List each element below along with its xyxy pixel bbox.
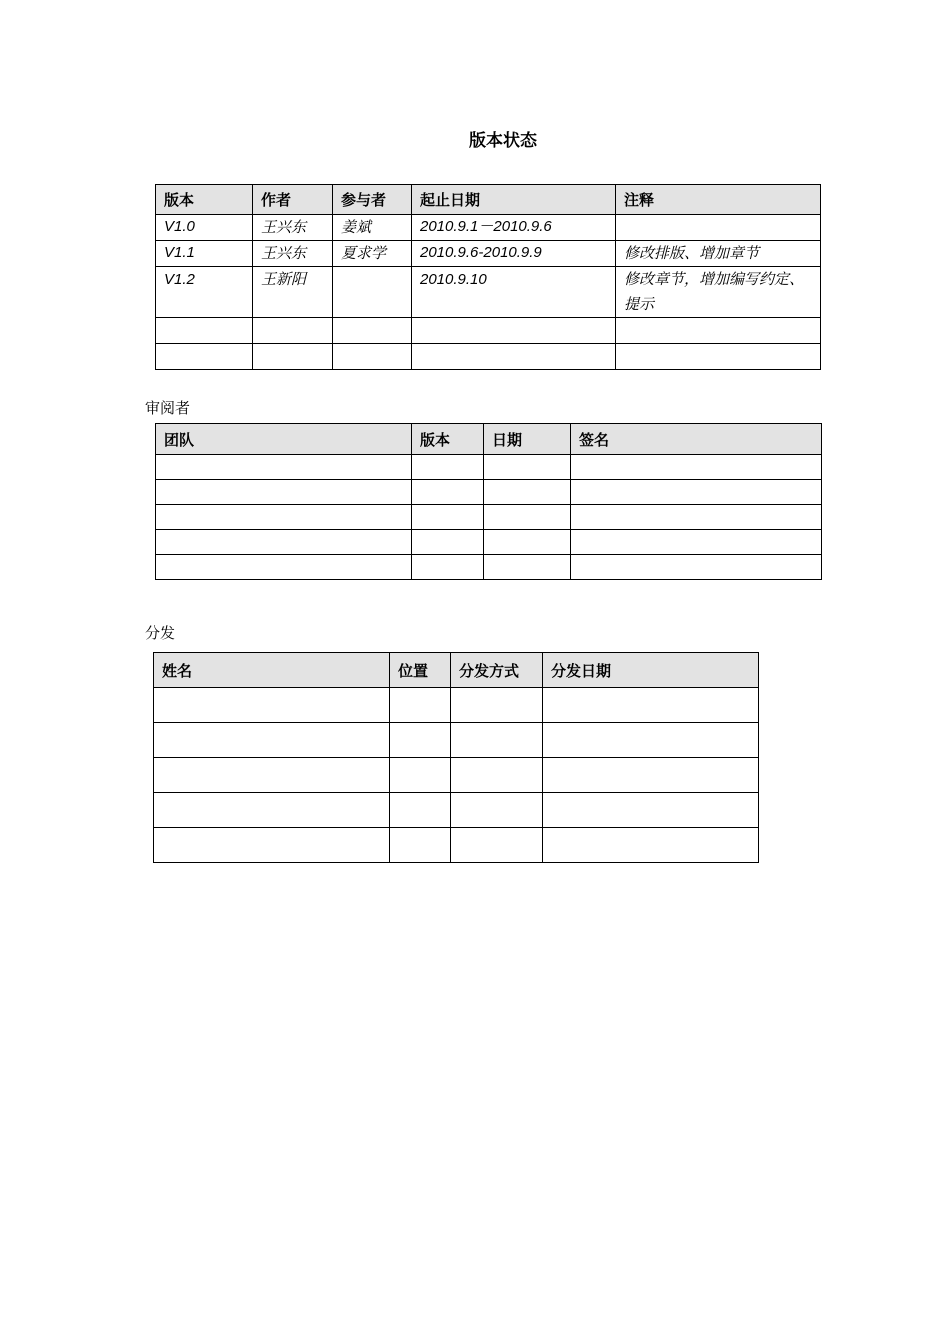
cell-name xyxy=(154,793,390,828)
cell-version: V1.1 xyxy=(156,241,253,267)
cell-version xyxy=(412,455,484,480)
cell-location xyxy=(390,723,451,758)
cell-version xyxy=(412,530,484,555)
table-header-row xyxy=(154,653,759,688)
cell-dist-date xyxy=(543,723,759,758)
cell-version xyxy=(156,318,253,344)
table-row xyxy=(154,828,759,863)
cell-date xyxy=(484,505,571,530)
reviewers-label: 审阅者 xyxy=(145,399,191,417)
header-method: 分发方式 xyxy=(451,653,543,688)
cell-author xyxy=(253,344,333,370)
table-row xyxy=(156,505,822,530)
cell-date xyxy=(484,555,571,580)
cell-date-range xyxy=(412,344,616,370)
cell-method xyxy=(451,723,543,758)
cell-location xyxy=(390,793,451,828)
table-row xyxy=(154,793,759,828)
cell-author: 王新阳 xyxy=(253,267,333,318)
cell-participants xyxy=(333,344,412,370)
header-team: 团队 xyxy=(156,424,412,455)
cell-date xyxy=(484,530,571,555)
cell-version xyxy=(412,480,484,505)
table-row xyxy=(156,215,821,241)
table-header-row xyxy=(156,185,821,215)
cell-participants: 夏求学 xyxy=(333,241,412,267)
cell-team xyxy=(156,555,412,580)
cell-author xyxy=(253,318,333,344)
cell-dist-date xyxy=(543,758,759,793)
cell-signature xyxy=(571,505,822,530)
table-row xyxy=(156,267,821,318)
version-table xyxy=(155,184,821,370)
table-row xyxy=(154,688,759,723)
header-location: 位置 xyxy=(390,653,451,688)
header-notes: 注释 xyxy=(616,185,821,215)
cell-team xyxy=(156,480,412,505)
cell-notes: 修改章节，增加编写约定、提示 xyxy=(616,267,821,318)
cell-signature xyxy=(571,455,822,480)
cell-signature xyxy=(571,480,822,505)
header-version: 版本 xyxy=(412,424,484,455)
cell-notes xyxy=(616,215,821,241)
cell-participants xyxy=(333,267,412,318)
cell-date xyxy=(484,455,571,480)
cell-notes xyxy=(616,318,821,344)
distribution-table xyxy=(153,652,759,863)
cell-version xyxy=(412,555,484,580)
cell-date-range: 2010.9.1－2010.9.6 xyxy=(412,215,616,241)
reviewers-table xyxy=(155,423,822,580)
cell-team xyxy=(156,530,412,555)
cell-location xyxy=(390,828,451,863)
cell-method xyxy=(451,793,543,828)
cell-participants xyxy=(333,318,412,344)
cell-location xyxy=(390,688,451,723)
table-row xyxy=(156,555,822,580)
cell-name xyxy=(154,723,390,758)
cell-dist-date xyxy=(543,688,759,723)
cell-name xyxy=(154,688,390,723)
header-signature: 签名 xyxy=(571,424,822,455)
header-date: 日期 xyxy=(484,424,571,455)
cell-method xyxy=(451,828,543,863)
table-header-row xyxy=(156,424,822,455)
page-title: 版本状态 xyxy=(469,131,537,151)
cell-name xyxy=(154,828,390,863)
table-row xyxy=(156,455,822,480)
cell-name xyxy=(154,758,390,793)
cell-location xyxy=(390,758,451,793)
cell-signature xyxy=(571,555,822,580)
table-row xyxy=(154,758,759,793)
cell-version xyxy=(156,344,253,370)
cell-version: V1.0 xyxy=(156,215,253,241)
header-dist-date: 分发日期 xyxy=(543,653,759,688)
table-row xyxy=(156,344,821,370)
cell-notes: 修改排版、增加章节 xyxy=(616,241,821,267)
cell-dist-date xyxy=(543,793,759,828)
cell-dist-date xyxy=(543,828,759,863)
cell-participants: 姜斌 xyxy=(333,215,412,241)
cell-notes xyxy=(616,344,821,370)
header-date-range: 起止日期 xyxy=(412,185,616,215)
header-name: 姓名 xyxy=(154,653,390,688)
cell-signature xyxy=(571,530,822,555)
table-row xyxy=(156,318,821,344)
cell-date-range: 2010.9.6-2010.9.9 xyxy=(412,241,616,267)
distribution-label: 分发 xyxy=(145,624,176,642)
table-row xyxy=(156,530,822,555)
table-row xyxy=(156,480,822,505)
cell-author: 王兴东 xyxy=(253,241,333,267)
cell-team xyxy=(156,505,412,530)
cell-version xyxy=(412,505,484,530)
table-row xyxy=(156,241,821,267)
cell-method xyxy=(451,688,543,723)
cell-team xyxy=(156,455,412,480)
table-row xyxy=(154,723,759,758)
cell-version: V1.2 xyxy=(156,267,253,318)
header-participants: 参与者 xyxy=(333,185,412,215)
header-version: 版本 xyxy=(156,185,253,215)
cell-date-range: 2010.9.10 xyxy=(412,267,616,318)
cell-author: 王兴东 xyxy=(253,215,333,241)
cell-method xyxy=(451,758,543,793)
cell-date-range xyxy=(412,318,616,344)
cell-date xyxy=(484,480,571,505)
header-author: 作者 xyxy=(253,185,333,215)
